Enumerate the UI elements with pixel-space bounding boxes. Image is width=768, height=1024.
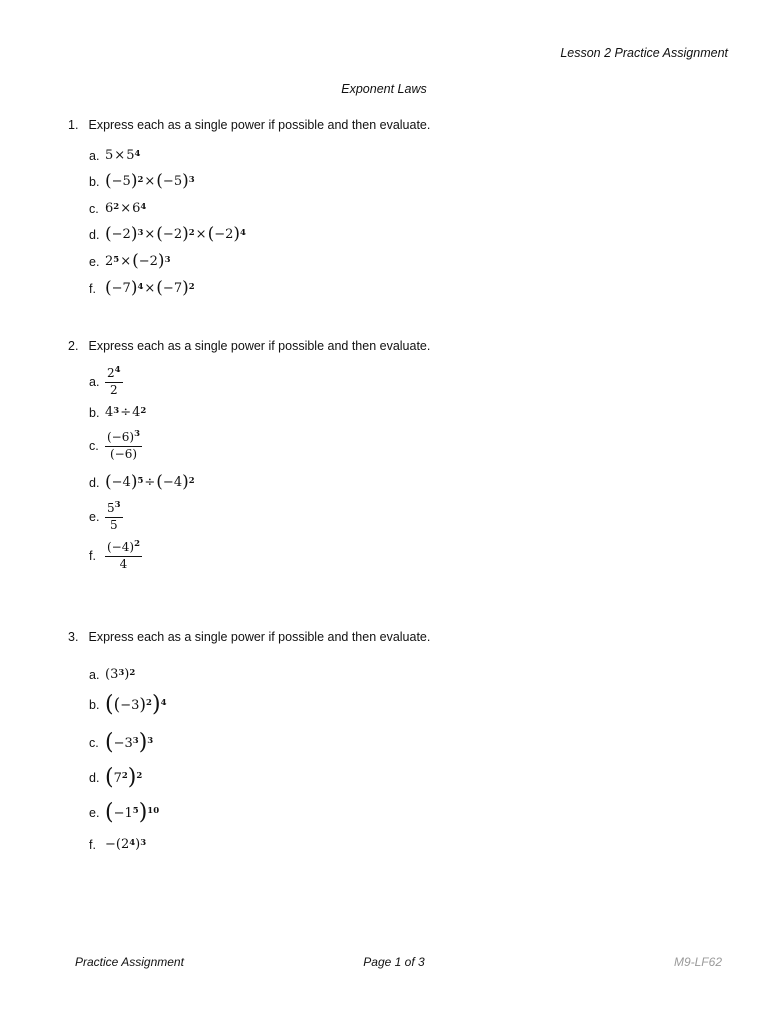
q1-item-b <box>89 173 195 190</box>
question-number: 1. <box>68 118 79 132</box>
q2-item-b <box>89 405 146 420</box>
question-3 <box>68 630 430 644</box>
item-label: b. <box>89 174 100 189</box>
q1-item-e <box>89 253 170 270</box>
item-label: d. <box>89 771 100 785</box>
math-expression: ( ( −3 ) $^2$ ) $^4$ <box>105 692 167 717</box>
math-expression: ( −5 ) $^2$ × ( −5 ) $^3$ <box>105 171 195 191</box>
math-expression: 4 $^3$ ÷ 4 $^2$ <box>105 405 147 420</box>
footer-left-text: Practice Assignment <box>75 955 184 969</box>
question-number: 2. <box>68 339 79 353</box>
math-expression: ( −1 $^5$ ) $^{10}$ <box>105 800 160 825</box>
item-label: f. <box>89 281 96 296</box>
q2-item-f <box>89 540 142 572</box>
q3-item-d <box>89 767 142 789</box>
q2-item-a <box>89 366 123 398</box>
item-label: c. <box>89 736 99 750</box>
item-label: d. <box>89 227 100 242</box>
question-number: 3. <box>68 630 79 644</box>
item-label: c. <box>89 201 99 216</box>
q3-item-e <box>89 802 159 824</box>
math-expression: ( −2 ) $^3$ × ( −2 ) $^2$ × ( −2 ) $^4$ <box>105 224 246 244</box>
page-title: Exponent Laws <box>341 82 427 96</box>
item-label: d. <box>89 475 100 490</box>
item-label: a. <box>89 667 100 682</box>
item-label: e. <box>89 806 100 820</box>
math-expression: ( −7 ) $^4$ × ( −7 ) $^2$ <box>105 278 195 298</box>
fraction-expression: $\frac{2^4}{2}$ <box>107 365 121 397</box>
footer-doc-code: M9-LF62 <box>673 955 722 969</box>
question-text: Express each as a single power if possible and then evaluate. <box>88 118 431 132</box>
footer-page-number: Page 1 of 3 <box>363 955 425 969</box>
fraction-expression: $\frac{(-4)^2}{4}$ <box>107 539 140 571</box>
math-expression: ( −4 ) $^5$ ÷ ( −4 ) $^2$ <box>105 472 195 492</box>
item-label: a. <box>89 374 100 389</box>
q1-item-f <box>89 280 195 297</box>
item-label: f. <box>89 548 96 563</box>
question-1 <box>68 118 430 132</box>
item-label: b. <box>89 405 100 420</box>
q2-item-e <box>89 501 123 533</box>
header-lesson-title: Lesson 2 Practice Assignment <box>560 46 728 60</box>
math-expression: 6 $^2$ × 6 $^4$ <box>105 201 147 216</box>
item-label: f. <box>89 837 96 852</box>
q1-item-c <box>89 201 146 216</box>
q3-item-b <box>89 694 166 716</box>
item-label: b. <box>89 698 100 712</box>
q3-item-c <box>89 732 153 754</box>
fraction-expression: $\frac{5^3}{5}$ <box>107 500 121 532</box>
q1-item-d <box>89 226 246 243</box>
math-expression: (3 $^3$ ) $^2$ <box>105 667 136 682</box>
q1-item-a <box>89 148 140 163</box>
item-label: e. <box>89 509 100 524</box>
question-2 <box>68 339 430 353</box>
math-expression: −(2 $^4$ ) $^3$ <box>105 837 147 852</box>
q3-item-a <box>89 667 135 682</box>
q3-item-f <box>89 837 146 852</box>
math-expression: ( 7 $^2$ ) $^2$ <box>105 765 143 790</box>
question-text: Express each as a single power if possible and then evaluate. <box>88 630 431 644</box>
fraction-expression: $\frac{(-6)^3}{(-6)}$ <box>107 429 140 461</box>
item-label: a. <box>89 148 100 163</box>
q2-item-d <box>89 474 195 491</box>
math-expression: 2 $^5$ × ( −2 ) $^3$ <box>105 251 171 271</box>
q2-item-c <box>89 430 142 462</box>
math-expression: ( −3 $^3$ ) $^3$ <box>105 730 154 755</box>
math-expression: 5 × 5 $^4$ <box>105 148 141 163</box>
item-label: e. <box>89 254 100 269</box>
item-label: c. <box>89 438 99 453</box>
question-text: Express each as a single power if possible and then evaluate. <box>88 339 431 353</box>
